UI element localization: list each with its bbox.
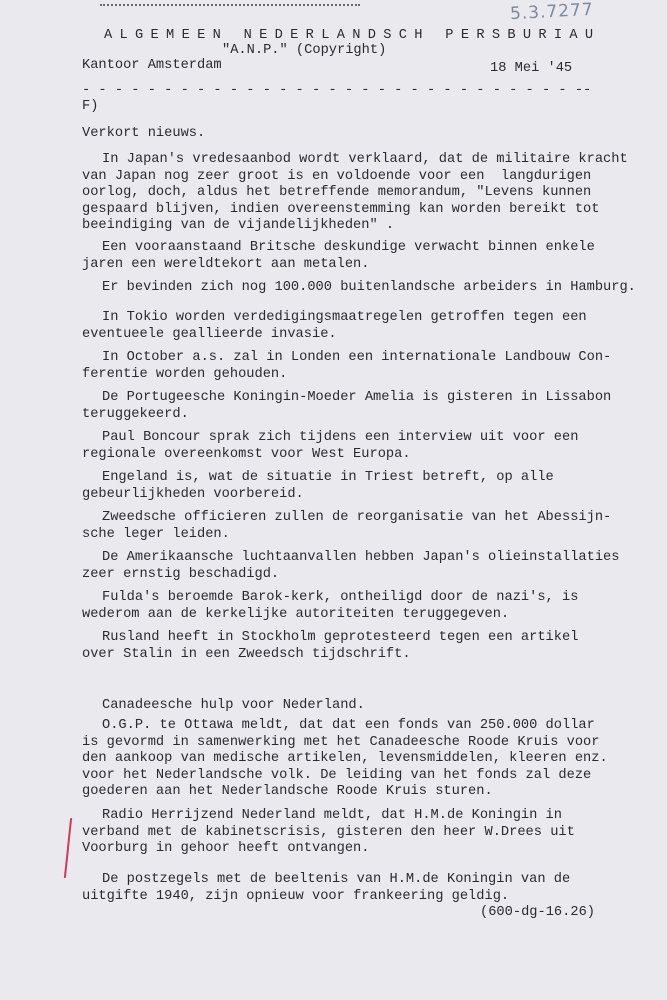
text-line: eventueele geallieerde invasie. — [82, 326, 337, 342]
text-line: In October a.s. zal in Londen een internationale Landbouw Con- — [102, 350, 612, 365]
handwritten-archive-number: 5.3.7277 — [509, 0, 595, 25]
text-line: In Tokio worden verdedigingsmaatregelen getroffen tegen een — [102, 310, 587, 325]
text-line: over Stalin in een Zweedsch tijdschrift. — [82, 646, 411, 662]
news-paragraph — [82, 630, 578, 663]
text-line: Canadeesche hulp voor Nederland. — [102, 698, 365, 713]
text-line: De Amerikaansche luchtaanvallen hebben Japan's olieinstallaties — [102, 550, 620, 565]
text-line: uitgifte 1940, zijn opnieuw voor frankeering geldig. — [82, 888, 510, 904]
footer-code: (600-dg-16.26) — [480, 905, 595, 920]
text-line: den aankoop van medische artikelen, levensmiddelen, kleeren enz. — [82, 751, 608, 766]
text-line: Fulda's beroemde Barok-kerk, ontheiligd door de nazi's, is — [102, 590, 579, 605]
red-margin-mark — [64, 818, 72, 878]
text-line: jaren een wereldtekort aan metalen. — [82, 256, 370, 272]
news-paragraph — [82, 470, 554, 503]
text-line: De postzegels met de beeltenis van H.M.de Koningin van de — [102, 872, 571, 887]
news-paragraph — [82, 240, 595, 273]
text-line: verband met de kabinetscrisis, gisteren den heer W.Drees uit — [82, 824, 575, 840]
news-paragraph — [82, 872, 570, 905]
text-line: regionale overeenkomst voor West Europa. — [82, 446, 411, 462]
text-line: Voorburg in gehoor heeft ontvangen. — [82, 841, 370, 856]
text-line: beeindiging van de vijandelijkheden" . — [82, 218, 395, 233]
agency-abbrev: "A.N.P." (Copyright) — [222, 43, 387, 58]
news-paragraph — [82, 550, 619, 583]
text-line: teruggekeerd. — [82, 406, 189, 422]
news-paragraph — [82, 430, 578, 463]
news-paragraph — [82, 590, 578, 623]
text-line: zeer ernstig beschadigd. — [82, 566, 280, 582]
news-paragraph — [82, 152, 628, 235]
text-line: oorlog, doch, aldus het betreffende memorandum, "Levens kunnen — [82, 185, 592, 200]
text-line: Engeland is, wat de situatie in Triest betreft, op alle — [102, 470, 554, 485]
text-line: Rusland heeft in Stockholm geprotesteerd tegen een artikel — [102, 630, 579, 645]
header-divider: - - - - - - - - - - - - - - - - - - - - - - - - - - - - - - -- — [82, 83, 592, 98]
text-line: voor het Nederlandsche volk. De leiding van het fonds zal deze — [82, 767, 592, 783]
text-line: goederen aan het Nederlandsche Roode Kruis sturen. — [82, 784, 493, 799]
news-paragraph — [82, 310, 587, 343]
news-paragraph — [82, 808, 575, 858]
text-line: Een vooraanstaand Britsche deskundige verwacht binnen enkele — [102, 240, 595, 255]
document-title: Verkort nieuws. — [82, 126, 206, 141]
text-line: gebeurlijkheden voorbereid. — [82, 486, 304, 502]
news-paragraph — [82, 718, 608, 801]
document-date: 18 Mei '45 — [490, 61, 573, 76]
text-line: gespaard blijven, indien overeenstemming kan worden bereikt tot — [82, 201, 600, 217]
text-line: Paul Boncour sprak zich tijdens een interview uit voor een — [102, 430, 579, 445]
text-line: wederom aan de kerkelijke autoriteiten teruggegeven. — [82, 606, 510, 622]
text-line: Zweedsche officieren zullen de reorganisatie van het Abessijn- — [102, 510, 612, 525]
text-line: Radio Herrijzend Nederland meldt, dat H.M.de Koningin in — [102, 808, 562, 823]
text-line: De Portugeesche Koningin-Moeder Amelia is gisteren in Lissabon — [102, 390, 612, 405]
agency-name: ALGEMEEN NEDERLANDSCH PERSBURIAU — [104, 28, 601, 43]
news-paragraph — [82, 350, 611, 383]
office-name: Kantoor Amsterdam — [82, 58, 222, 73]
text-line: Er bevinden zich nog 100.000 buitenlandsche arbeiders in Hamburg. — [102, 280, 636, 295]
paper-edge-marks — [100, 4, 360, 9]
section-heading — [82, 698, 365, 715]
text-line: O.G.P. te Ottawa meldt, dat dat een fonds van 250.000 dollar — [102, 718, 595, 733]
text-line: sche leger leiden. — [82, 526, 230, 542]
text-line: In Japan's vredesaanbod wordt verklaard, dat de militaire kracht — [102, 152, 628, 167]
section-marker: F) — [82, 99, 99, 114]
text-line: ferentie worden gehouden. — [82, 366, 288, 382]
text-line: is gevormd in samenwerking met het Canadeesche Roode Kruis voor — [82, 734, 600, 750]
text-line: van Japan nog zeer groot is en voldoende voor een langdurigen — [82, 168, 592, 184]
news-paragraph — [82, 280, 636, 297]
news-paragraph — [82, 390, 611, 423]
news-paragraph — [82, 510, 611, 543]
